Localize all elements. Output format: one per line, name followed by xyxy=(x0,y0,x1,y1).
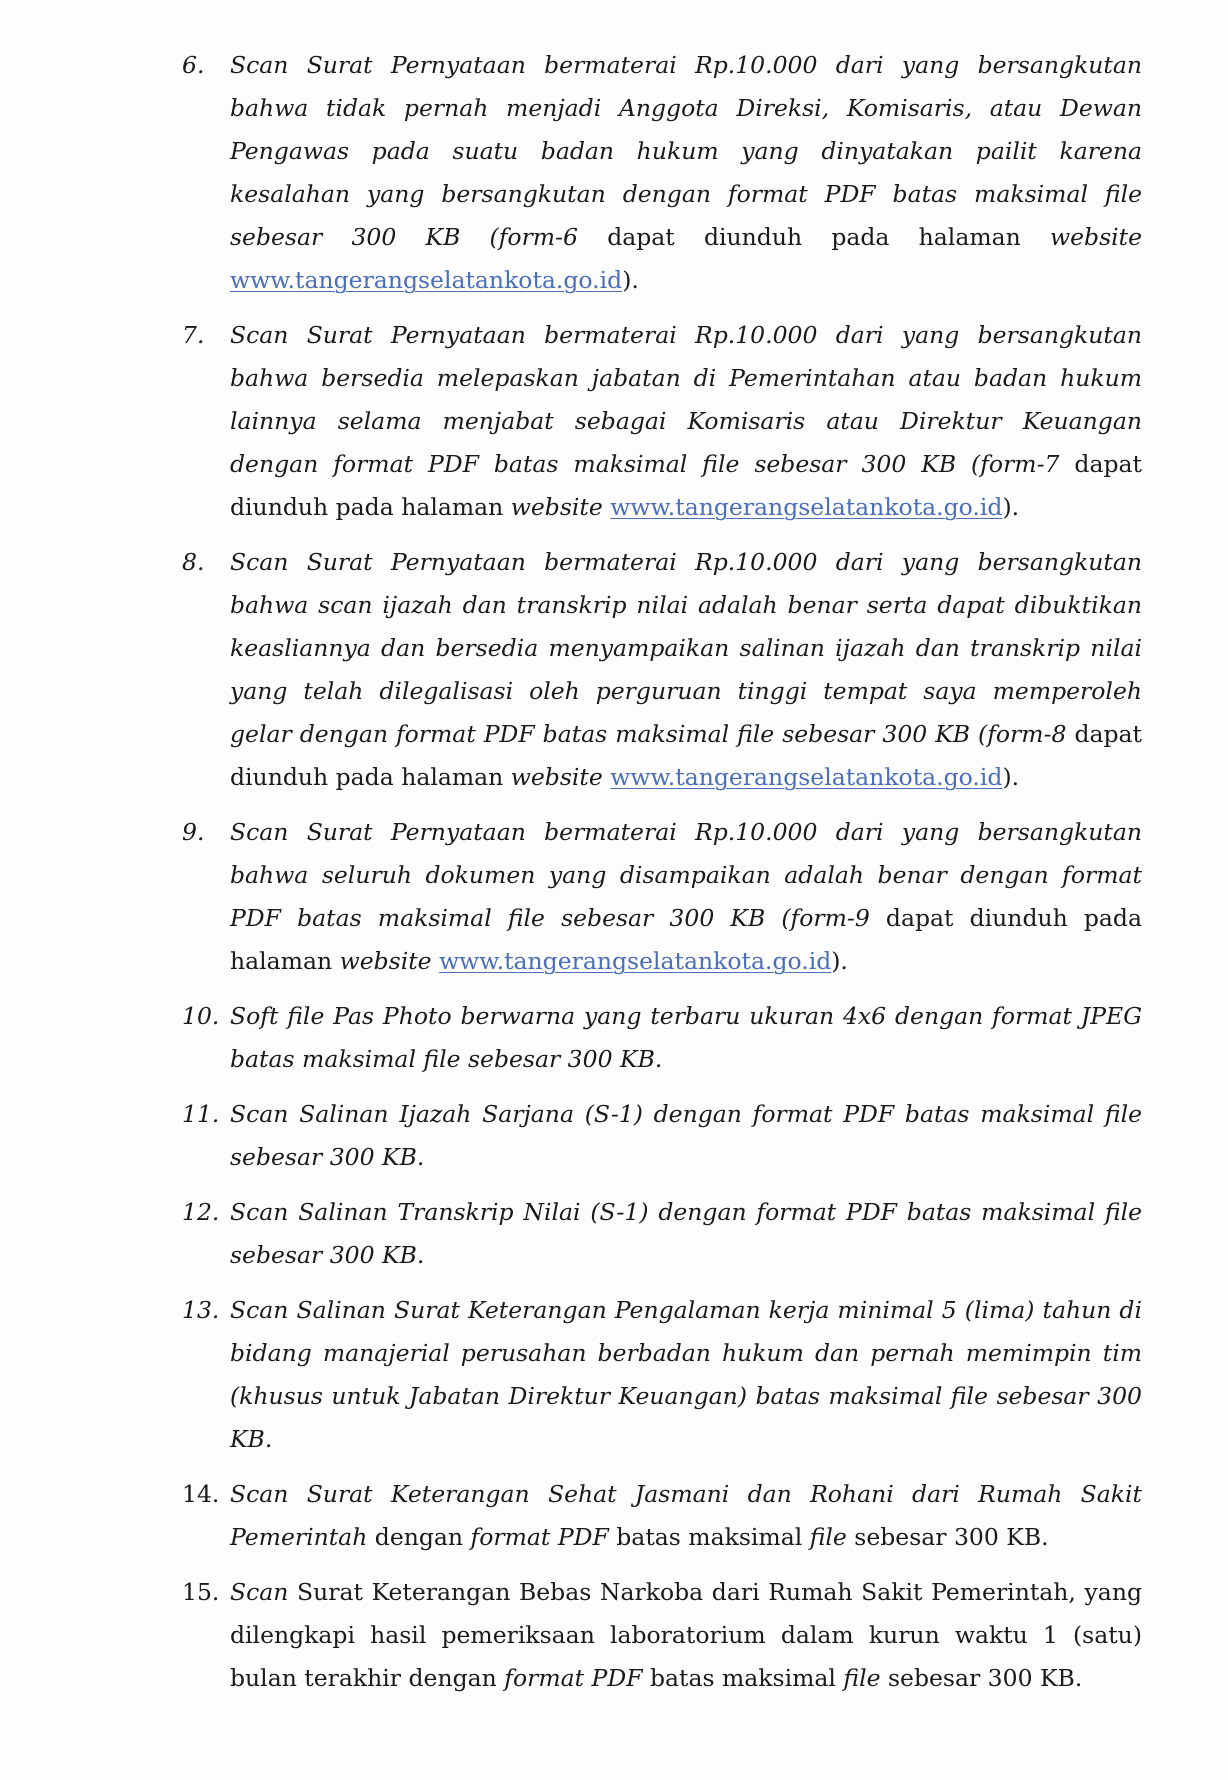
item-text xyxy=(230,811,1142,983)
item-number: 6. xyxy=(182,51,205,79)
item-number: 14. xyxy=(182,1480,220,1508)
italic-text: Scan Salinan Surat Keterangan Pengalaman kerja minimal 5 (lima) tahun di bidang manajerial perusahan berbadan hukum dan pernah memimpin tim (khusus untuk Jabatan Direktur Keuangan) batas maksimal file sebesar 300 KB. xyxy=(230,1296,1142,1453)
item-text xyxy=(230,1093,1142,1179)
list-item xyxy=(182,1191,1142,1277)
italic-text: Scan xyxy=(230,1578,289,1606)
item-text xyxy=(230,1289,1142,1461)
italic-text: website xyxy=(339,947,432,975)
body-text: ). xyxy=(1002,493,1020,521)
body-text: dapat diunduh pada halaman xyxy=(230,904,1142,975)
list-item xyxy=(182,541,1142,799)
italic-text: format PDF xyxy=(504,1664,643,1692)
italic-text: Scan Surat Pernyataan bermaterai Rp.10.000 dari yang bersangkutan bahwa bersedia melepaskan jabatan di Pemerintahan atau badan hukum lainnya selama menjabat sebagai Komisaris atau Direktur Keuangan dengan format PDF batas maksimal file sebesar 300 KB (form-7 xyxy=(230,321,1142,478)
item-text xyxy=(230,1473,1142,1559)
item-number: 15. xyxy=(182,1578,220,1606)
item-text xyxy=(230,1571,1142,1700)
list-item xyxy=(182,314,1142,529)
italic-text: website xyxy=(510,493,603,521)
requirements-list xyxy=(182,44,1142,1712)
body-text: dapat diunduh pada halaman xyxy=(230,720,1142,791)
item-number: 10. xyxy=(182,1002,220,1030)
item-text xyxy=(230,541,1142,799)
item-number: 12. xyxy=(182,1198,220,1226)
italic-text: Scan Salinan Transkrip Nilai (S-1) dengan format PDF batas maksimal file sebesar 300 KB. xyxy=(230,1198,1142,1269)
italic-text: Scan Surat Pernyataan bermaterai Rp.10.000 dari yang bersangkutan bahwa scan ijazah dan transkrip nilai adalah benar serta dapat dibuktikan keasliannya dan bersedia menyampaikan salinan ijazah dan transkrip nilai yang telah dilegalisasi oleh perguruan tinggi tempat saya memperoleh gelar dengan format PDF batas maksimal file sebesar 300 KB (form-8 xyxy=(230,548,1142,748)
item-number: 8. xyxy=(182,548,205,576)
item-text xyxy=(230,314,1142,529)
item-number: 13. xyxy=(182,1296,220,1324)
italic-text: Scan Surat Pernyataan bermaterai Rp.10.000 dari yang bersangkutan bahwa seluruh dokumen yang disampaikan adalah benar dengan format PDF batas maksimal file sebesar 300 KB (form-9 xyxy=(230,818,1142,932)
item-text xyxy=(230,995,1142,1081)
italic-text: website xyxy=(510,763,603,791)
list-item xyxy=(182,44,1142,302)
italic-text: file xyxy=(843,1664,881,1692)
italic-text: website xyxy=(1050,223,1142,251)
list-item xyxy=(182,1093,1142,1179)
body-text: dengan xyxy=(367,1523,471,1551)
website-link[interactable]: www.tangerangselatankota.go.id xyxy=(610,493,1003,521)
body-text: dapat diunduh pada halaman xyxy=(577,223,1050,251)
list-item xyxy=(182,995,1142,1081)
list-item xyxy=(182,1571,1142,1700)
item-text xyxy=(230,1191,1142,1277)
list-item xyxy=(182,1289,1142,1461)
body-text xyxy=(432,947,439,975)
item-text xyxy=(230,44,1142,302)
body-text: ). xyxy=(622,266,639,294)
body-text: ). xyxy=(1002,763,1020,791)
item-number: 7. xyxy=(182,321,205,349)
item-number: 11. xyxy=(182,1100,220,1128)
italic-text: Scan Surat Pernyataan bermaterai Rp.10.000 dari yang bersangkutan bahwa tidak pernah menjadi Anggota Direksi, Komisaris, atau Dewan Pengawas pada suatu badan hukum yang dinyatakan pailit karena kesalahan yang bersangkutan dengan format PDF batas maksimal file sebesar 300 KB (form-6 xyxy=(230,51,1142,251)
body-text: sebesar 300 KB. xyxy=(846,1523,1049,1551)
italic-text: Scan Salinan Ijazah Sarjana (S-1) dengan format PDF batas maksimal file sebesar 300 KB. xyxy=(230,1100,1142,1171)
website-link[interactable]: www.tangerangselatankota.go.id xyxy=(439,947,832,975)
italic-text: format PDF xyxy=(470,1523,609,1551)
body-text: ). xyxy=(831,947,848,975)
website-link[interactable]: www.tangerangselatankota.go.id xyxy=(230,266,623,294)
italic-text: file xyxy=(809,1523,847,1551)
list-item xyxy=(182,1473,1142,1559)
italic-text: Scan Surat Keterangan Sehat Jasmani dan Rohani dari Rumah Sakit Pemerintah xyxy=(230,1480,1142,1551)
body-text: sebesar 300 KB. xyxy=(880,1664,1083,1692)
list-item xyxy=(182,811,1142,983)
website-link[interactable]: www.tangerangselatankota.go.id xyxy=(610,763,1003,791)
body-text: batas maksimal xyxy=(608,1523,810,1551)
body-text: batas maksimal xyxy=(642,1664,844,1692)
body-text: dapat diunduh pada halaman xyxy=(230,450,1142,521)
item-number: 9. xyxy=(182,818,205,846)
italic-text: Soft file Pas Photo berwarna yang terbaru ukuran 4x6 dengan format JPEG batas maksimal file sebesar 300 KB. xyxy=(230,1002,1142,1073)
body-text: Surat Keterangan Bebas Narkoba dari Rumah Sakit Pemerintah, yang dilengkapi hasil pemeriksaan laboratorium dalam kurun waktu 1 (satu) bulan terakhir dengan xyxy=(230,1578,1142,1692)
